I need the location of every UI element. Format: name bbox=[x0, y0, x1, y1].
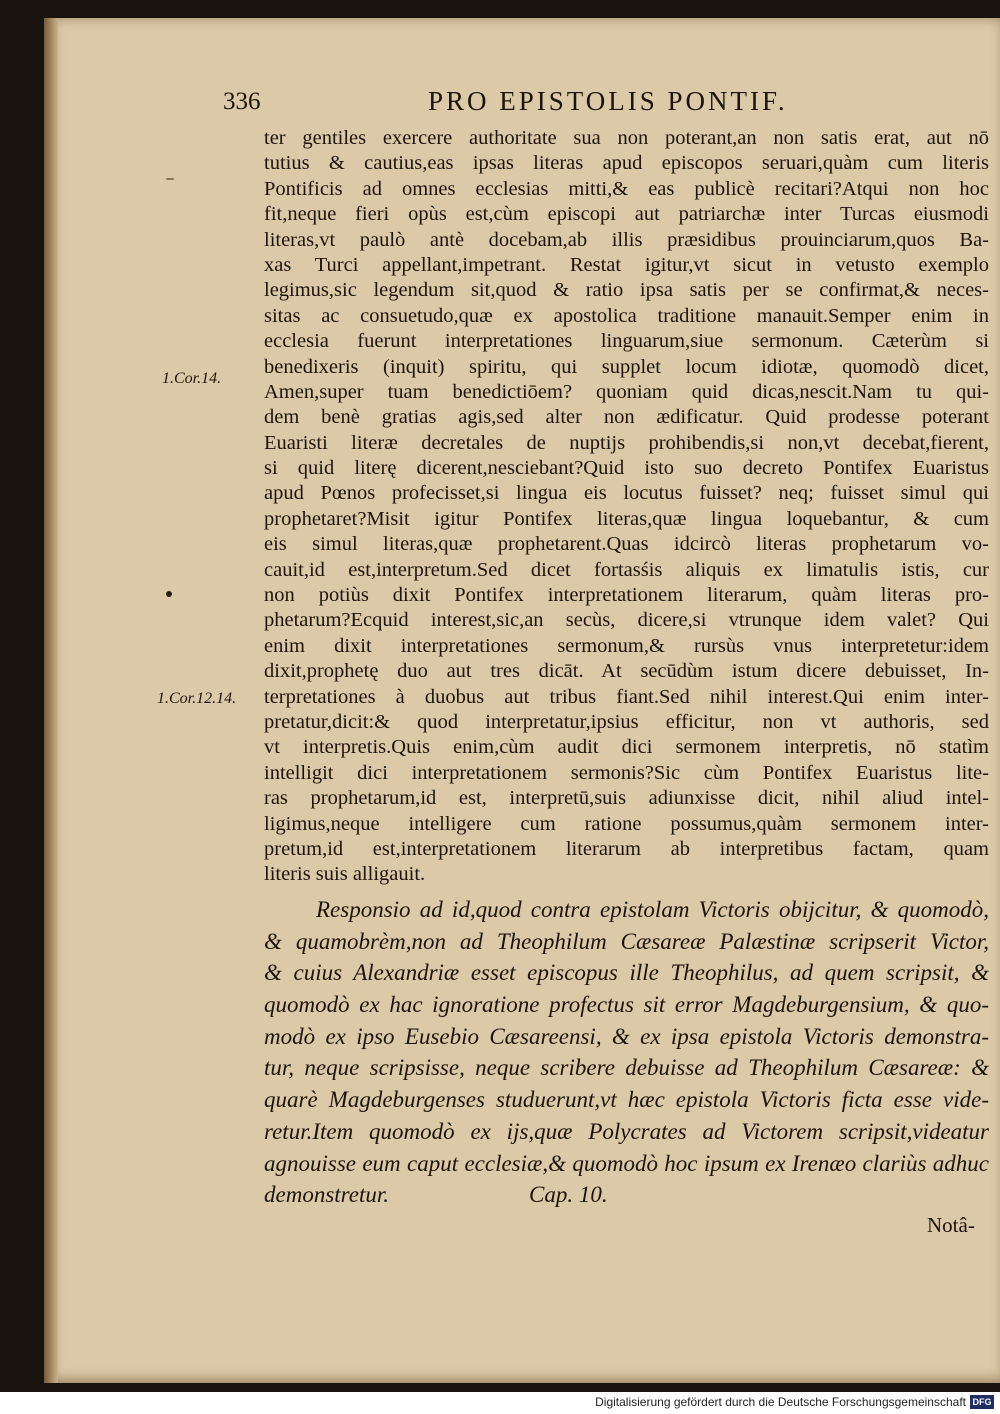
body-line: pretum,id est,interpretationem literarum ab interpretibus factam, quam bbox=[264, 837, 989, 860]
body-line: terpretationes à duobus aut tribus fiant.Sed nihil interest.Qui enim inter- bbox=[264, 685, 989, 708]
body-line: Amen,super tuam benedictiōem? quoniam quid dicas,nescit.Nam tu qui- bbox=[264, 380, 989, 403]
running-head: PRO EPISTOLIS PONTIF. bbox=[428, 86, 788, 116]
body-line: vt interpretis.Quis enim,cùm audit dici sermonem interpretis, nō statìm bbox=[264, 736, 989, 759]
margin-note-corinthians-12-14: 1.Cor.12.14. bbox=[157, 690, 237, 707]
body-line: Pontificis ad omnes ecclesias mitti,& eas publicè recitari?Atqui non hoc bbox=[264, 177, 989, 200]
body-line: cauit,id est,interpretum.Sed dicet fortasśis aliquis ex limatulis istis, cur bbox=[264, 558, 989, 581]
body-line: dem benè gratias agis,sed alter non ædificatur. Quid prodesse poterant bbox=[264, 406, 989, 429]
body-line: ter gentiles exercere authoritate sua non poterant,an non satis erat, aut nō bbox=[264, 127, 989, 149]
heading-line: & quamobrèm,non ad Theophilum Cæsareæ Palæstinæ scripserit Victor, bbox=[264, 928, 989, 954]
catchword: Notâ- bbox=[927, 1213, 975, 1237]
digitization-footer bbox=[0, 1392, 1000, 1414]
body-line: phetarum?Ecquid interest,sic,an secùs, dicere,si vtrunque idem valet? Qui bbox=[264, 609, 989, 632]
body-line: non potiùs dixit Pontifex interpretationem literarum, quàm literas pro- bbox=[264, 584, 989, 607]
body-line: prophetaret?Misit igitur Pontifex literas,quæ lingua loquebantur, & cum bbox=[264, 507, 989, 530]
heading-line: modò ex ipso Eusebio Cæsareensi, & ex ipsa epistola Victoris demonstra- bbox=[264, 1023, 989, 1049]
heading-line: quarè Magdeburgenses studuerunt,vt hæc epistola Victoris ficta esse vide- bbox=[264, 1087, 989, 1113]
body-line: apud Pœnos profecisset,si lingua eis locutus fuisset? neq; fuisset simul qui bbox=[264, 482, 989, 505]
body-line: intelligit dici interpretationem sermonis?Sic cùm Pontifex Euaristus lite- bbox=[264, 761, 989, 784]
body-line: ligimus,neque intelligere cum ratione possumus,quàm sermonem inter- bbox=[264, 812, 989, 835]
book-page bbox=[44, 18, 1000, 1383]
body-line: eis simul literas,quæ prophetarent.Quas idcircò literas prophetarum vo- bbox=[264, 533, 989, 556]
heading-line: tur, neque scripsisse, neque scribere debuisse ad Theophilum Cæsareæ: & bbox=[264, 1055, 989, 1081]
body-line: pretatur,dicit:& quod interpretatur,ipsius efficitur, non vt authoris, sed bbox=[264, 710, 989, 733]
page-binding-shadow bbox=[44, 18, 58, 1383]
body-line: literas,vt paulò antè docebam,ab illis præsidibus prouinciarum,quos Ba- bbox=[264, 228, 989, 251]
heading-line: Responsio ad id,quod contra epistolam Victoris obijcitur, & quomodò, bbox=[316, 897, 989, 922]
heading-line: & cuius Alexandriæ esset episcopus ille Theophilus, ad quem scripsit, & bbox=[264, 960, 989, 986]
body-line: dixit,prophetę duo aut tres dicāt. At secūdùm istum dicere debuisset, In- bbox=[264, 660, 989, 683]
body-line: ecclesia fuerunt interpretationes linguarum,siue sermonum. Cæterùm si bbox=[264, 330, 989, 353]
heading-line: quomodò ex hac ignoratione profectus sit error Magdeburgensium, & quo- bbox=[264, 992, 989, 1018]
heading-last-text: demonstretur. bbox=[264, 1182, 390, 1208]
heading-line: retur.Item quomodò ex ijs,quæ Polycrates ad Victorem scripsit,videatur bbox=[264, 1118, 989, 1144]
chapter-label: Cap. 10. bbox=[529, 1182, 608, 1208]
page-number: 336 bbox=[223, 88, 261, 115]
chapter-heading bbox=[264, 894, 989, 1211]
funding-notice: Digitalisierung gefördert durch die Deutsche Forschungsgemeinschaft bbox=[595, 1395, 966, 1409]
heading-line: agnouisse eum caput ecclesiæ,& quomodò hoc ipsum ex Irenæo clariùs adhuc bbox=[264, 1150, 989, 1176]
body-line: xas Turci appellant,impetrant. Restat igitur,vt sicut in vetusto exemplo bbox=[264, 253, 989, 276]
body-line: sitas ac consuetudo,quæ ex apostolica traditione manauit.Semper enim in bbox=[264, 304, 989, 327]
body-line: Euaristi literæ decretales de nuptijs prohibendis,si non,vt decebat,fierent, bbox=[264, 431, 989, 454]
body-text bbox=[264, 126, 989, 888]
margin-note-corinthians-14: 1.Cor.14. bbox=[162, 370, 222, 387]
body-line: ras prophetarum,id est, interpretū,suis adiunxisse dicit, nihil aliud intel- bbox=[264, 787, 989, 810]
margin-ink-dot bbox=[166, 591, 172, 597]
body-line: legimus,sic legendum sit,quod & ratio ipsa satis per se confirmat,& neces- bbox=[264, 279, 989, 302]
body-line: benedixeris (inquit) spiritu, qui supplet locum idiotæ, quomodò dicet, bbox=[264, 355, 989, 378]
body-line: enim dixit interpretationes sermonum,& rursùs vnus interpretetur:idem bbox=[264, 634, 989, 657]
dfg-logo: DFG bbox=[970, 1395, 994, 1409]
body-line-last: literis suis alligauit. bbox=[264, 863, 426, 886]
heading-line-last bbox=[264, 1179, 989, 1211]
body-line: si quid literę dicerent,nesciebant?Quid isto suo decreto Pontifex Euaristus bbox=[264, 457, 989, 480]
margin-pencil-mark bbox=[166, 178, 174, 180]
body-line: fit,neque fieri opùs est,cùm episcopi aut patriarchæ inter Turcas eiusmodi bbox=[264, 203, 989, 226]
body-line: tutius & cautius,eas ipsas literas apud episcopos seruari,quàm cum literis bbox=[264, 152, 989, 175]
